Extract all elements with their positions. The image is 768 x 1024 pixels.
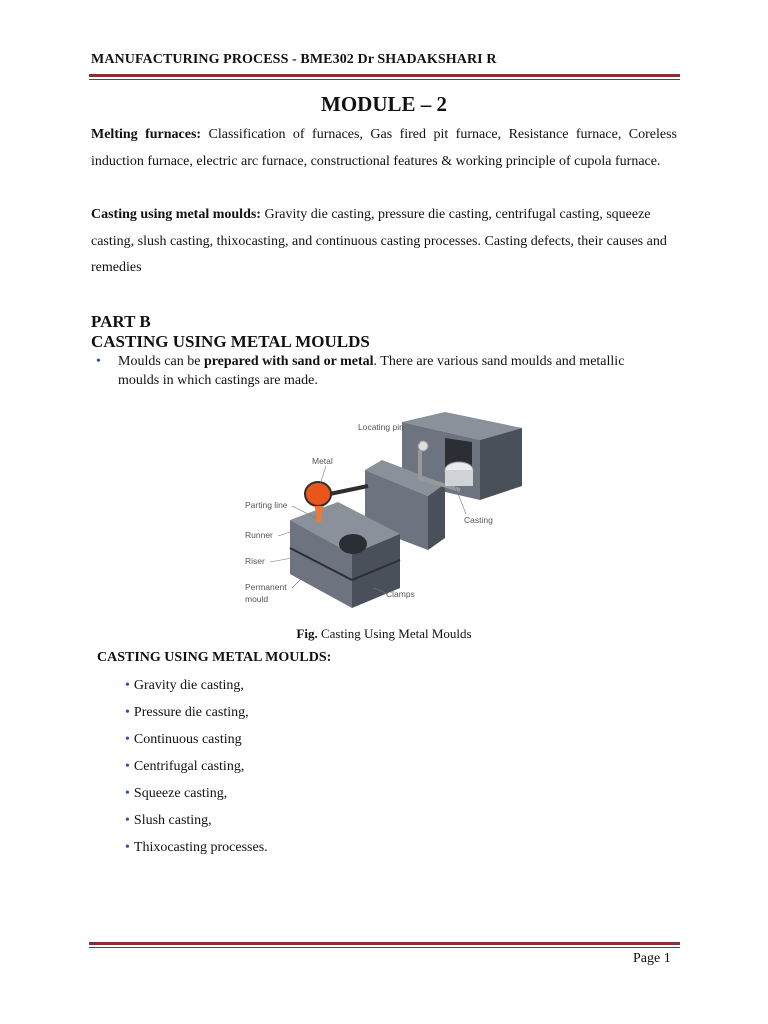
list-item: • Continuous casting bbox=[125, 732, 242, 747]
moulds-bullet-text: Moulds can be prepared with sand or metal. There are various sand moulds and metallic moulds in which castings are made. bbox=[118, 354, 625, 388]
label-runner: Runner bbox=[245, 530, 273, 540]
bullet-icon: • bbox=[125, 732, 130, 747]
right-block-side bbox=[480, 428, 522, 500]
melting-furnaces-label: Melting furnaces: bbox=[91, 127, 202, 142]
document-header: MANUFACTURING PROCESS - BME302 Dr SHADAKSHARI R bbox=[91, 52, 497, 67]
bullet-icon: • bbox=[125, 678, 130, 693]
label-permanent: Permanent bbox=[245, 582, 287, 592]
list-item: • Slush casting, bbox=[125, 813, 212, 828]
melting-furnaces-text: Classification of furnaces, Gas fired pit furnace, Resistance furnace, Coreless induction furnace, electric arc furnace, constructional features & working principle of cupola furnace. bbox=[91, 127, 677, 169]
label-casting: Casting bbox=[464, 515, 493, 525]
ladle bbox=[305, 482, 331, 506]
metal-mould-figure bbox=[240, 408, 530, 613]
footer-rule-thin bbox=[89, 947, 680, 948]
casting-metal-moulds-label: Casting using metal moulds: bbox=[91, 207, 261, 222]
bullet-icon: • bbox=[125, 705, 130, 720]
list-item: • Pressure die casting, bbox=[125, 705, 249, 720]
casting-metal-moulds-paragraph bbox=[91, 202, 677, 282]
bullet-icon: • bbox=[125, 813, 130, 828]
bullet-icon: • bbox=[125, 786, 130, 801]
bullet-icon: • bbox=[125, 840, 130, 855]
list-item: • Gravity die casting, bbox=[125, 678, 244, 693]
list-item: • Thixocasting processes. bbox=[125, 840, 268, 855]
casting-list-title: CASTING USING METAL MOULDS: bbox=[97, 650, 332, 665]
label-clamps: Clamps bbox=[386, 589, 415, 599]
part-heading: CASTING USING METAL MOULDS bbox=[91, 332, 370, 351]
figure-caption bbox=[0, 626, 768, 642]
riser-hole bbox=[339, 534, 367, 554]
locating-pin-shape bbox=[418, 441, 428, 451]
label-parting-line: Parting line bbox=[245, 500, 288, 510]
caption-prefix: Fig. bbox=[296, 626, 318, 641]
label-riser: Riser bbox=[245, 556, 265, 566]
casting-methods-list bbox=[125, 677, 268, 866]
header-rule bbox=[89, 74, 680, 77]
casting-body bbox=[445, 470, 473, 486]
melting-furnaces-paragraph bbox=[91, 122, 677, 175]
part-label: PART B bbox=[91, 312, 151, 331]
page-number: Page 1 bbox=[633, 951, 671, 966]
bullet-icon: • bbox=[125, 759, 130, 774]
footer-rule bbox=[89, 942, 680, 945]
bullet-icon: • bbox=[96, 354, 101, 369]
header-rule-thin bbox=[89, 79, 680, 80]
list-item: • Centrifugal casting, bbox=[125, 759, 245, 774]
list-item: • Squeeze casting, bbox=[125, 786, 228, 801]
caption-text: Casting Using Metal Moulds bbox=[317, 626, 472, 641]
label-metal: Metal bbox=[312, 456, 333, 466]
module-title: MODULE – 2 bbox=[321, 92, 447, 116]
casting-metal-moulds-text: Gravity die casting, pressure die casting, centrifugal casting, squeeze casting, slush casting, thixocasting, and continuous casting processes. Casting defects, their causes and remedies bbox=[91, 207, 667, 275]
label-locating-pin: Locating pin bbox=[358, 422, 404, 432]
label-mould: mould bbox=[245, 594, 269, 604]
